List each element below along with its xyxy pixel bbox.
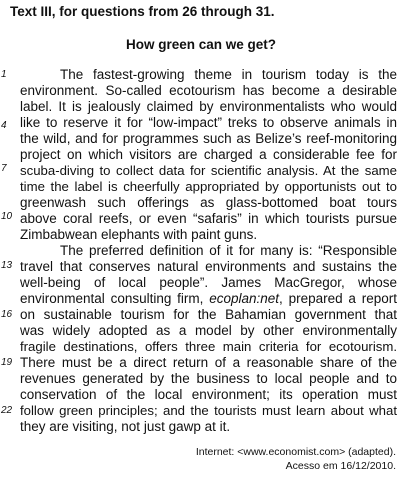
text-line: like to reserve it for “low-impact” treks to observe animals in [20,115,397,130]
access-date: Acesso em 16/12/2010. [285,460,396,472]
text-line: label. It is jealously claimed by environmentalists who would [20,99,397,114]
text-line: well-being of local people”. James MacGregor, whose [20,275,397,290]
text-line: environment. So-called ecotourism has become a desirable [20,83,397,98]
text-line: fragile destinations, offers three main criteria for ecotourism. [20,339,397,354]
source-citation: Internet: <www.economist.com> (adapted). [195,446,396,458]
text-line: The preferred definition of it for many is: “Responsible [60,243,397,258]
line-number: 1 [1,69,7,80]
line-number: 19 [1,357,13,368]
line-number: 16 [1,309,13,320]
text-line: on sustainable tourism for the Bahamian government that [20,307,397,322]
text-line: project on which visitors are charged a considerable fee for [20,147,397,162]
line-number: 13 [1,260,13,271]
text-line: There must be a direct return of a reasonable share of the [20,355,397,370]
text-line: follow green principles; and the tourists must learn about what [20,403,397,418]
text-segment: , prepared a report [279,291,397,306]
text-line: greenwash such offerings as glass-bottomed boat tours [20,195,397,210]
firm-name: ecoplan:net [209,291,280,306]
text-line: revenues generated by the business to local people and to [20,371,397,386]
text-line: they are visiting, not just gawp at it. [20,419,231,434]
text-line [20,290,397,307]
line-number: 4 [1,120,7,131]
article-title: How green can we get? [125,37,277,52]
section-heading: Text III, for questions from 26 through 31. [10,4,275,19]
text-line: was widely adopted as a model by other environmentally [20,323,397,338]
text-line: Zimbabwean elephants with paint guns. [20,227,258,242]
text-line: conservation of the local environment; its operation must [20,387,397,402]
text-line: above coral reefs, or even “safaris” in which tourists pursue [20,211,397,226]
line-number: 22 [1,405,13,416]
text-line: time the label is cheerfully appropriated by opportunists out to [20,179,397,194]
text-line: the wild, and for programmes such as Belize’s reef-monitoring [20,131,397,146]
text-segment: environmental consulting firm, [20,291,204,306]
text-line: The fastest-growing theme in tourism today is the [60,67,397,82]
text-line: scuba-diving to collect data for scientific analysis. At the same [20,163,397,178]
text-line: travel that conserves natural environments and sustains the [20,259,397,274]
line-number: 10 [1,211,13,222]
line-number: 7 [1,163,7,174]
